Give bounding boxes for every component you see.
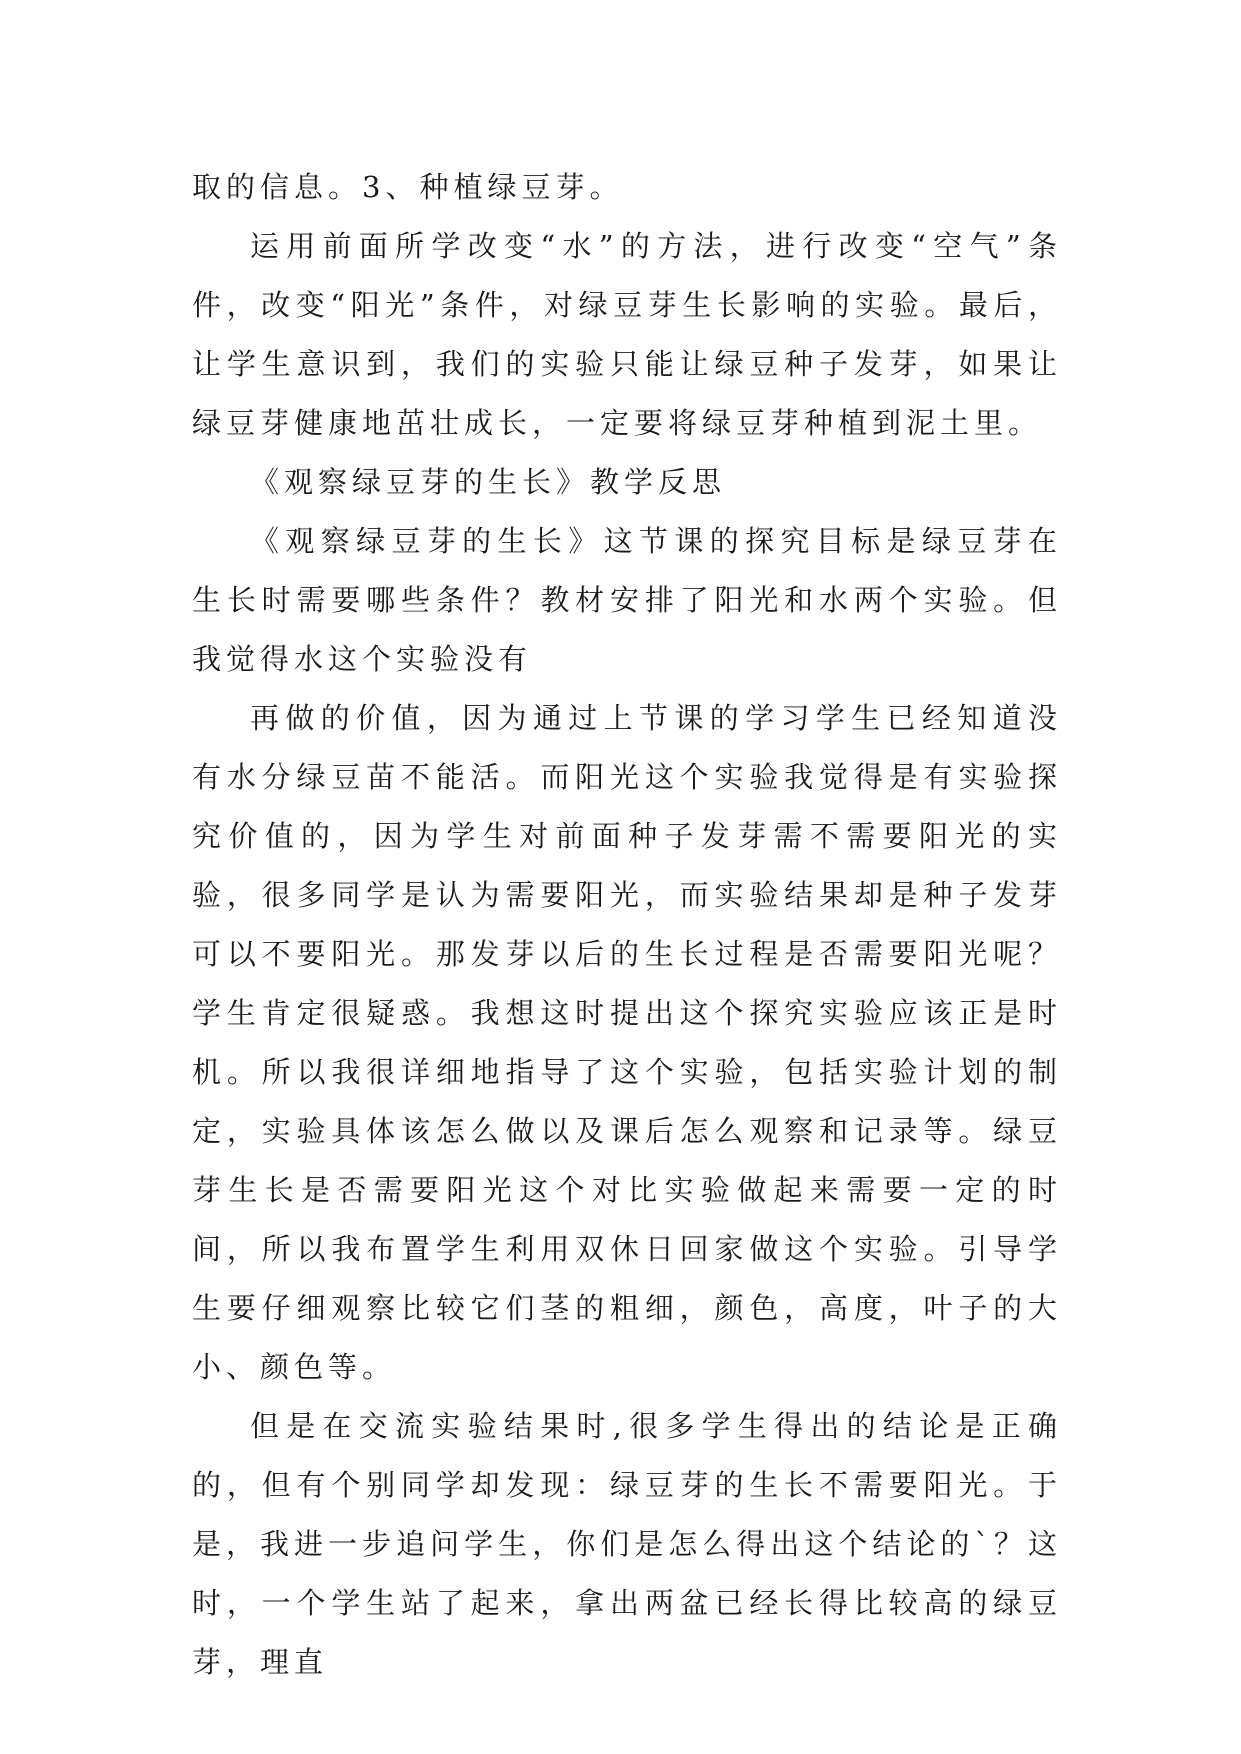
paragraph-experiment-method: 运用前面所学改变“水”的方法，进行改变“空气”条件，改变“阳光”条件，对绿豆芽生长影响的实验。最后，让学生意识到，我们的实验只能让绿豆种子发芽，如果让绿豆芽健康地茁壮成长，一定要将绿豆芽种植到泥土里。 — [192, 229, 1062, 440]
section-heading: 《观察绿豆芽的生长》教学反思 — [250, 465, 727, 499]
paragraph-reflection-intro: 《观察绿豆芽的生长》这节课的探究目标是绿豆芽在生长时需要哪些条件？教材安排了阳光和水两个实验。但我觉得水这个实验没有 — [192, 524, 1062, 676]
document-body — [192, 158, 1062, 1692]
paragraph-results-discussion: 但是在交流实验结果时,很多学生得出的结论是正确的，但有个别同学却发现：绿豆芽的生长不需要阳光。于是，我进一步追问学生，你们是怎么得出这个结论的`？这时，一个学生站了起来，拿出两盆已经长得比较高的绿豆芽，理直 — [192, 1409, 1062, 1679]
paragraph-continuation: 取的信息。3、种植绿豆芽。 — [192, 170, 624, 204]
paragraph-reflection-body: 再做的价值，因为通过上节课的学习学生已经知道没有水分绿豆苗不能活。而阳光这个实验我觉得是有实验探究价值的，因为学生对前面种子发芽需不需要阳光的实验，很多同学是认为需要阳光，而实验结果却是种子发芽可以不要阳光。那发芽以后的生长过程是否需要阳光呢？学生肯定很疑惑。我想这时提出这个探究实验应该正是时机。所以我很详细地指导了这个实验，包括实验计划的制定，实验具体该怎么做以及课后怎么观察和记录等。绿豆芽生长是否需要阳光这个对比实验做起来需要一定的时间，所以我布置学生利用双休日回家做这个实验。引导学生要仔细观察比较它们茎的粗细，颜色，高度，叶子的大小、颜色等。 — [192, 701, 1062, 1384]
